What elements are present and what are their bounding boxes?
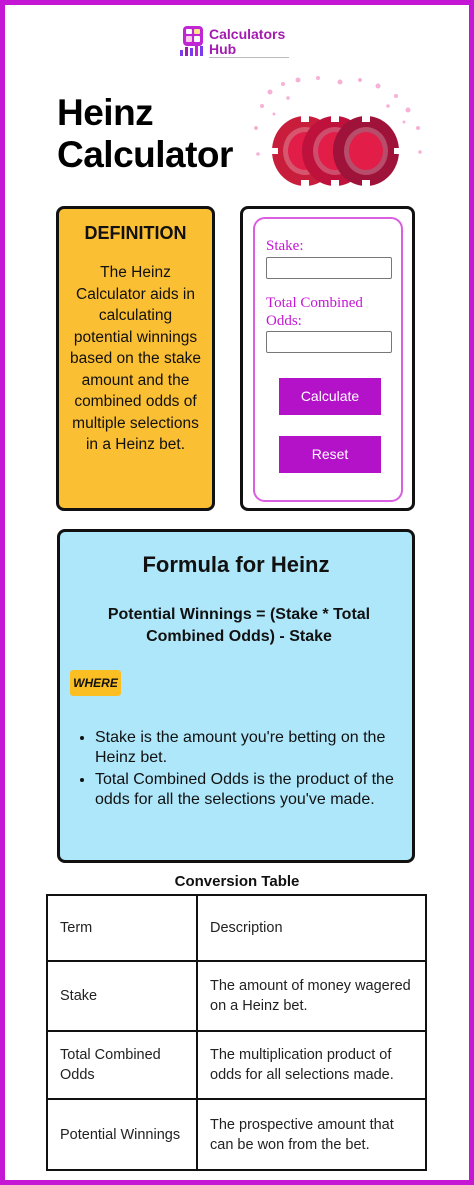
formula-equation	[80, 604, 398, 648]
formula-equation-line1: Potential Winnings = (Stake * Total	[107, 606, 371, 623]
table-cell: Potential Winnings	[47, 1099, 197, 1170]
table-cell: The multiplication product of odds for all selections made.	[197, 1031, 426, 1099]
definition-heading: DEFINITION	[84, 223, 187, 243]
table-cell: Term	[47, 895, 197, 961]
logo-name-line2: Hub	[209, 41, 237, 57]
where-badge: WHERE	[70, 670, 121, 696]
table-cell: The prospective amount that can be won from the bet.	[197, 1099, 426, 1170]
calculator-logo-icon	[180, 26, 206, 56]
list-item: • Total Combined Odds is the product of the odds for all the selections you've made.	[95, 770, 405, 810]
reset-button[interactable]: Reset	[279, 436, 381, 473]
logo-wordmark	[209, 27, 285, 57]
formula-equation-line2: Combined Odds) - Stake	[146, 628, 332, 645]
page-title-line2: Calculator	[57, 134, 233, 175]
formula-heading: Formula for Heinz	[142, 552, 330, 577]
total-combined-odds-label	[266, 294, 363, 330]
page-title-line1: Heinz	[57, 92, 154, 133]
table-header-row	[47, 895, 426, 961]
table-cell: Total Combined Odds	[47, 1031, 197, 1099]
definition-text: The Heinz Calculator aids in calculating potential winnings based on the stake amount and the combined odds of multiple selections in a Heinz bet.	[70, 264, 201, 453]
stake-input[interactable]	[266, 257, 392, 279]
total-combined-odds-input[interactable]	[266, 331, 392, 353]
logo-name-line1: Calculators	[209, 26, 286, 42]
table-row	[47, 1031, 426, 1099]
poker-chips-icon	[248, 76, 428, 196]
list-item: • Stake is the amount you're betting on the Heinz bet.	[95, 728, 405, 768]
calculate-button[interactable]: Calculate	[279, 378, 381, 415]
page-title	[57, 92, 233, 176]
logo-underline	[209, 57, 289, 58]
table-cell: The amount of money wagered on a Heinz bet.	[197, 961, 426, 1031]
table-row	[47, 961, 426, 1031]
conversion-table-heading: Conversion Table	[174, 873, 300, 890]
calculator-card	[240, 206, 415, 511]
definition-card	[56, 206, 215, 511]
total-combined-odds-label-line1: Total Combined	[266, 295, 363, 311]
calculators-hub-logo[interactable]	[180, 24, 292, 60]
total-combined-odds-label-line2: Odds:	[266, 313, 302, 329]
conversion-table	[46, 894, 427, 1171]
formula-card	[57, 529, 415, 863]
table-cell: Description	[197, 895, 426, 961]
stake-label: Stake:	[266, 238, 304, 254]
formula-variable-list	[95, 728, 405, 812]
calculator-form	[253, 217, 403, 502]
table-row	[47, 1099, 426, 1170]
table-cell: Stake	[47, 961, 197, 1031]
